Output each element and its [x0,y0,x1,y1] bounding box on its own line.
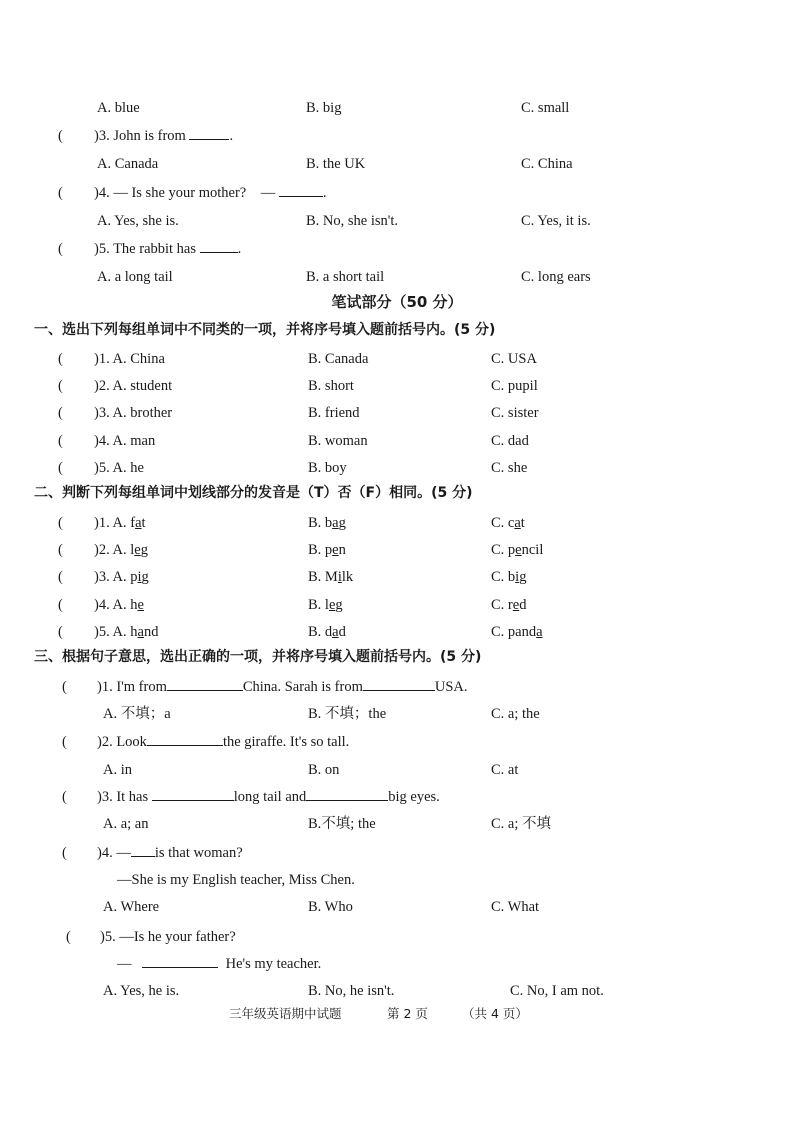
option-c: C. USA [491,351,537,367]
answer-paren[interactable]: ( [66,929,71,945]
word-part: C. r [491,597,513,613]
reply-text-end: He's my teacher. [225,956,322,972]
underlined-letter: i [337,569,342,585]
option-b: B. Who [308,899,353,915]
answer-paren[interactable]: ( [58,351,63,367]
answer-paren[interactable]: ( [58,378,63,394]
underlined-letter: a [514,515,521,531]
section3-title: 三、根据句子意思，选出正确的一项，并将序号填入题前括号内。(5 分) [34,649,482,665]
page-number: 第 2 页 [387,1006,428,1021]
option-c [491,621,543,643]
underlined-letter: i [515,569,520,585]
word-part: )1. A. f [94,515,136,531]
word-part: d [519,597,527,613]
option-a [94,512,146,534]
option-b: B. woman [308,433,368,449]
question-stem [97,842,243,864]
option-a: A. Yes, she is. [97,213,179,229]
listening-q4-stem [0,182,794,204]
written-part-title: 笔试部分（50 分） [331,293,463,311]
underlined-letter: a [137,624,144,640]
word-part: ncil [521,542,544,558]
stem-end: . [322,185,327,201]
option-c: C. at [491,762,519,778]
section3-q3-options [0,813,794,835]
option-a: )4. A. man [94,433,156,449]
option-b: B. friend [308,405,360,421]
answer-blank [189,125,229,140]
stem-end: . [237,241,242,257]
option-a: )2. A. student [94,378,173,394]
underlined-letter: a [332,624,339,640]
section3-q5-stem [0,926,794,948]
section3-q5-reply [0,953,794,975]
section2-title: 二、判断下列每组单词中划线部分的发音是（T）否（F）相同。(5 分) [34,485,473,501]
option-b: B. a short tail [306,269,385,285]
answer-blank [167,676,243,691]
option-b: B. the UK [306,156,366,172]
word-part: B. M [308,569,338,585]
option-b: B. No, she isn't. [306,213,399,229]
section3-q4-options [0,896,794,918]
answer-paren[interactable]: ( [58,433,63,449]
option-b: B.不填; the [308,816,376,832]
underlined-letter: e [512,597,520,613]
word-part: lk [341,569,354,585]
stem-text: )3. It has [97,789,149,805]
underlined-letter: a [135,515,142,531]
exam-name: 三年级英语期中试题 [229,1006,342,1021]
stem-text: )5. The rabbit has [94,241,197,257]
option-b [308,512,346,534]
option-c: C. No, I am not. [510,983,604,999]
section3-q3-stem [0,786,794,808]
option-b: B. short [308,378,354,394]
section3-q1-options [0,703,794,725]
underlined-letter: i [137,569,142,585]
answer-paren[interactable]: ( [58,241,63,257]
word-part: g [338,515,346,531]
option-a [94,621,158,643]
word-part: C. pand [491,624,537,640]
option-c: C. What [491,899,540,915]
answer-paren[interactable]: ( [58,128,63,144]
section1-row [0,375,794,397]
stem-text: is that woman? [154,845,243,861]
section1-title: 一、选出下列每组单词中不同类的一项，并将序号填入题前括号内。(5 分) [34,322,496,338]
option-a: )3. A. brother [94,405,173,421]
answer-paren[interactable]: ( [58,597,63,613]
question-stem [97,786,440,808]
answer-paren[interactable]: ( [62,734,67,750]
underlined-letter: e [137,597,144,613]
option-c: C. sister [491,405,539,421]
section3-q5-options [0,980,794,1002]
stem-text: )1. I'm from [97,679,167,695]
option-b: B. big [306,100,342,116]
stem-text: )4. — [97,845,131,861]
stem-end: . [229,128,234,144]
listening-q3-options [0,153,794,175]
word-part: B. d [308,624,333,640]
option-a: )5. A. he [94,460,144,476]
stem-text: the giraffe. It's so tall. [222,734,350,750]
word-part: t [141,515,146,531]
option-c: C. dad [491,433,529,449]
option-a [94,594,144,616]
stem-text: )2. Look [97,734,147,750]
section2-row [0,539,794,561]
section2-row [0,512,794,534]
stem-text: big eyes. [388,789,440,805]
stem-text: long tail and [233,789,307,805]
option-b: B. boy [308,460,347,476]
word-part: t [520,515,525,531]
option-a: A. 不填；a [103,706,171,722]
word-part: )5. A. h [94,624,138,640]
answer-blank [147,731,223,746]
option-a: A. a; an [103,816,149,832]
section2-row [0,621,794,643]
answer-paren[interactable]: ( [58,185,63,201]
stem-text: )4. — Is she your mother? — [94,185,276,201]
option-c: C. long ears [521,269,591,285]
option-b [308,566,353,588]
section3-q2-stem [0,731,794,753]
section2-row [0,566,794,588]
answer-paren[interactable]: ( [58,542,63,558]
answer-blank [200,238,238,253]
word-part: d [338,624,346,640]
reply-dash: — [117,956,132,972]
reply-text [117,953,321,975]
word-part: )3. A. p [94,569,138,585]
word-part: )4. A. h [94,597,138,613]
option-c: C. pupil [491,378,538,394]
answer-blank [142,953,218,968]
option-a [94,539,148,561]
stem-text: USA. [434,679,468,695]
section1-row [0,402,794,424]
word-part: C. p [491,542,516,558]
word-part: B. b [308,515,333,531]
question-stem [97,731,349,753]
word-part: C. b [491,569,516,585]
option-c: C. Yes, it is. [521,213,591,229]
stem-text: China. Sarah is from [242,679,363,695]
answer-paren[interactable]: ( [58,624,63,640]
option-c [491,539,543,561]
listening-q3-stem [0,125,794,147]
question-stem: )5. —Is he your father? [100,929,236,945]
option-a: A. a long tail [97,269,173,285]
word-part: C. c [491,515,515,531]
section3-q4-stem [0,842,794,864]
option-a: A. in [103,762,132,778]
word-part: nd [143,624,159,640]
option-b: B. 不填；the [308,706,387,722]
answer-blank [279,182,323,197]
option-a: )1. A. China [94,351,165,367]
option-c: C. small [521,100,570,116]
section1-row [0,457,794,479]
answer-paren[interactable]: ( [58,405,63,421]
section3-q2-options [0,759,794,781]
option-a: A. Yes, he is. [103,983,180,999]
underlined-letter: e [328,597,336,613]
section2-row [0,594,794,616]
underlined-letter: a [536,624,543,640]
total-pages: （共 4 页） [462,1006,528,1021]
answer-blank [363,676,435,691]
answer-blank [306,786,388,801]
underlined-letter: e [332,542,339,558]
section1-row [0,348,794,370]
answer-paren[interactable]: ( [62,679,67,695]
word-part: B. l [308,597,329,613]
option-a [94,566,149,588]
word-part: g [140,542,148,558]
answer-paren[interactable]: ( [58,569,63,585]
stem-text: )3. John is from [94,128,186,144]
listening-q5-stem [0,238,794,260]
option-c [491,594,526,616]
reply-text: —She is my English teacher, Miss Chen. [117,872,355,888]
question-stem [97,676,468,698]
option-b: B. Canada [308,351,369,367]
option-b [308,621,346,643]
option-b [308,594,343,616]
option-a: A. Where [103,899,160,915]
option-c [491,566,526,588]
word-part: n [338,542,346,558]
option-a: A. blue [97,100,140,116]
option-c: C. a; the [491,706,540,722]
answer-blank [131,842,155,857]
answer-paren[interactable]: ( [58,515,63,531]
answer-blank [152,786,234,801]
answer-paren[interactable]: ( [58,460,63,476]
question-stem [94,125,233,147]
underlined-letter: e [515,542,522,558]
option-c: C. China [521,156,573,172]
word-part: g [519,569,527,585]
option-c [491,512,525,534]
option-c: C. she [491,460,528,476]
section1-row [0,430,794,452]
option-b: B. No, he isn't. [308,983,395,999]
answer-paren[interactable]: ( [62,789,67,805]
section3-q1-stem [0,676,794,698]
question-stem [94,238,241,260]
word-part: B. p [308,542,333,558]
page-footer [0,1004,794,1024]
option-c: C. a; 不填 [491,816,552,832]
word-part: g [335,597,343,613]
underlined-letter: e [134,542,141,558]
listening-q2-options [0,97,794,119]
listening-q5-options [0,266,794,288]
option-b: B. on [308,762,340,778]
word-part: g [141,569,149,585]
question-stem [94,182,326,204]
option-b [308,539,346,561]
word-part: )2. A. l [94,542,135,558]
option-a: A. Canada [97,156,159,172]
answer-paren[interactable]: ( [62,845,67,861]
underlined-letter: a [332,515,339,531]
listening-q4-options [0,210,794,232]
section3-q4-reply [0,869,794,891]
